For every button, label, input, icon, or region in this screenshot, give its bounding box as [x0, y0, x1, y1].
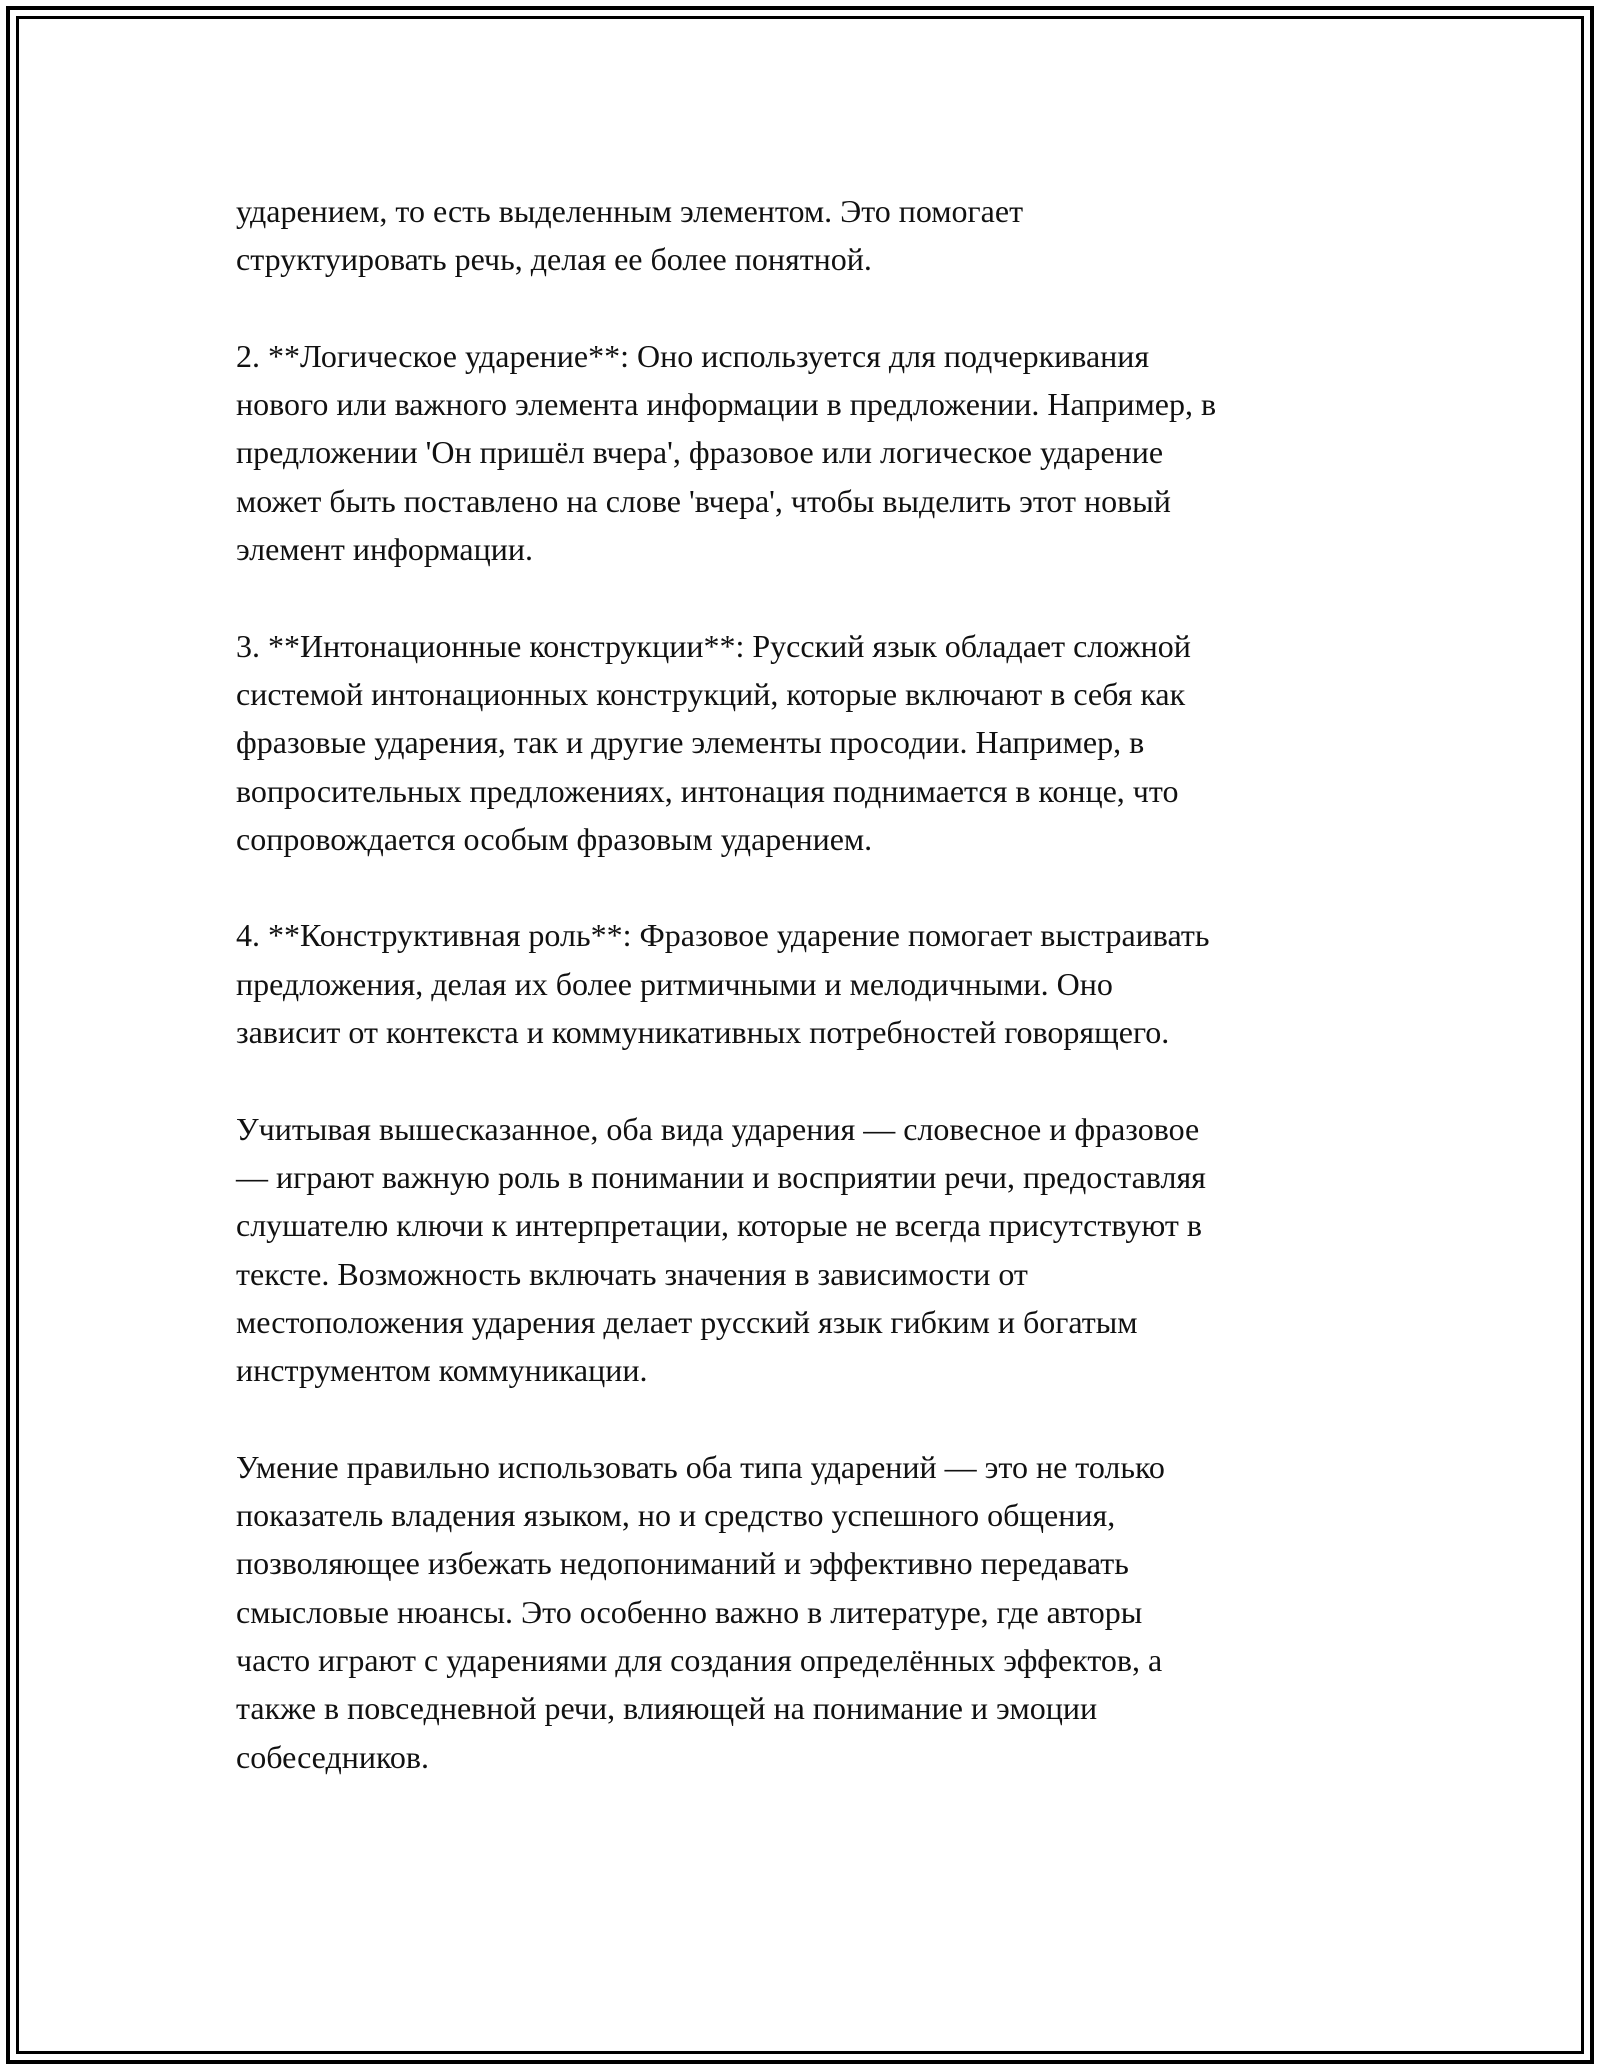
document-body	[236, 187, 1396, 1829]
text-line: показатель владения языком, но и средство успешного общения,	[236, 1497, 1116, 1534]
text-line: смысловые нюансы. Это особенно важно в литературе, где авторы	[236, 1593, 1143, 1630]
text-line: вопросительных предложениях, интонация поднимается в конце, что	[236, 772, 1179, 809]
text-line: фразовые ударения, так и другие элементы просодии. Например, в	[236, 724, 1145, 761]
text-line: инструментом коммуникации.	[236, 1352, 648, 1389]
text-line: часто играют с ударениями для создания определённых эффектов, а	[236, 1641, 1163, 1678]
text-line: элемент информации.	[236, 531, 533, 568]
text-line: 3. **Интонационные конструкции**: Русский язык обладает сложной	[236, 627, 1191, 664]
text-line: тексте. Возможность включать значения в зависимости от	[236, 1255, 1028, 1292]
text-line: 4. **Конструктивная роль**: Фразовое ударение помогает выстраивать	[236, 917, 1210, 954]
text-line: может быть поставлено на слове 'вчера', чтобы выделить этот новый	[236, 482, 1171, 519]
paragraph-3	[236, 622, 1396, 863]
text-line: позволяющее избежать недопониманий и эффективно передавать	[236, 1545, 1129, 1582]
text-line: сопровождается особым фразовым ударением.	[236, 820, 873, 857]
text-line: Умение правильно использовать оба типа ударений — это не только	[236, 1448, 1165, 1485]
text-line: — играют важную роль в понимании и восприятии речи, предоставляя	[236, 1158, 1206, 1195]
text-line: также в повседневной речи, влияющей на понимание и эмоции	[236, 1690, 1098, 1727]
text-line: зависит от контекста и коммуникативных потребностей говорящего.	[236, 1014, 1170, 1051]
paragraph-6	[236, 1443, 1396, 1781]
text-line: предложения, делая их более ритмичными и мелодичными. Оно	[236, 965, 1113, 1002]
text-line: системой интонационных конструкций, которые включают в себя как	[236, 675, 1186, 712]
paragraph-1	[236, 187, 1396, 284]
text-line: местоположения ударения делает русский язык гибким и богатым	[236, 1303, 1138, 1340]
text-line: слушателю ключи к интерпретации, которые не всегда присутствуют в	[236, 1207, 1202, 1244]
text-line: собеседников.	[236, 1738, 429, 1775]
paragraph-4	[236, 911, 1396, 1056]
paragraph-2	[236, 332, 1396, 573]
paragraph-5	[236, 1105, 1396, 1395]
text-line: нового или важного элемента информации в предложении. Например, в	[236, 386, 1217, 423]
text-line: ударением, то есть выделенным элементом. Это помогает	[236, 193, 1024, 229]
text-line: 2. **Логическое ударение**: Оно используется для подчеркивания	[236, 337, 1150, 374]
text-line: предложении 'Он пришёл вчера', фразовое или логическое ударение	[236, 434, 1164, 471]
text-line: Учитывая вышесказанное, оба вида ударения — словесное и фразовое	[236, 1110, 1200, 1147]
text-line: структуировать речь, делая ее более понятной.	[236, 241, 872, 278]
